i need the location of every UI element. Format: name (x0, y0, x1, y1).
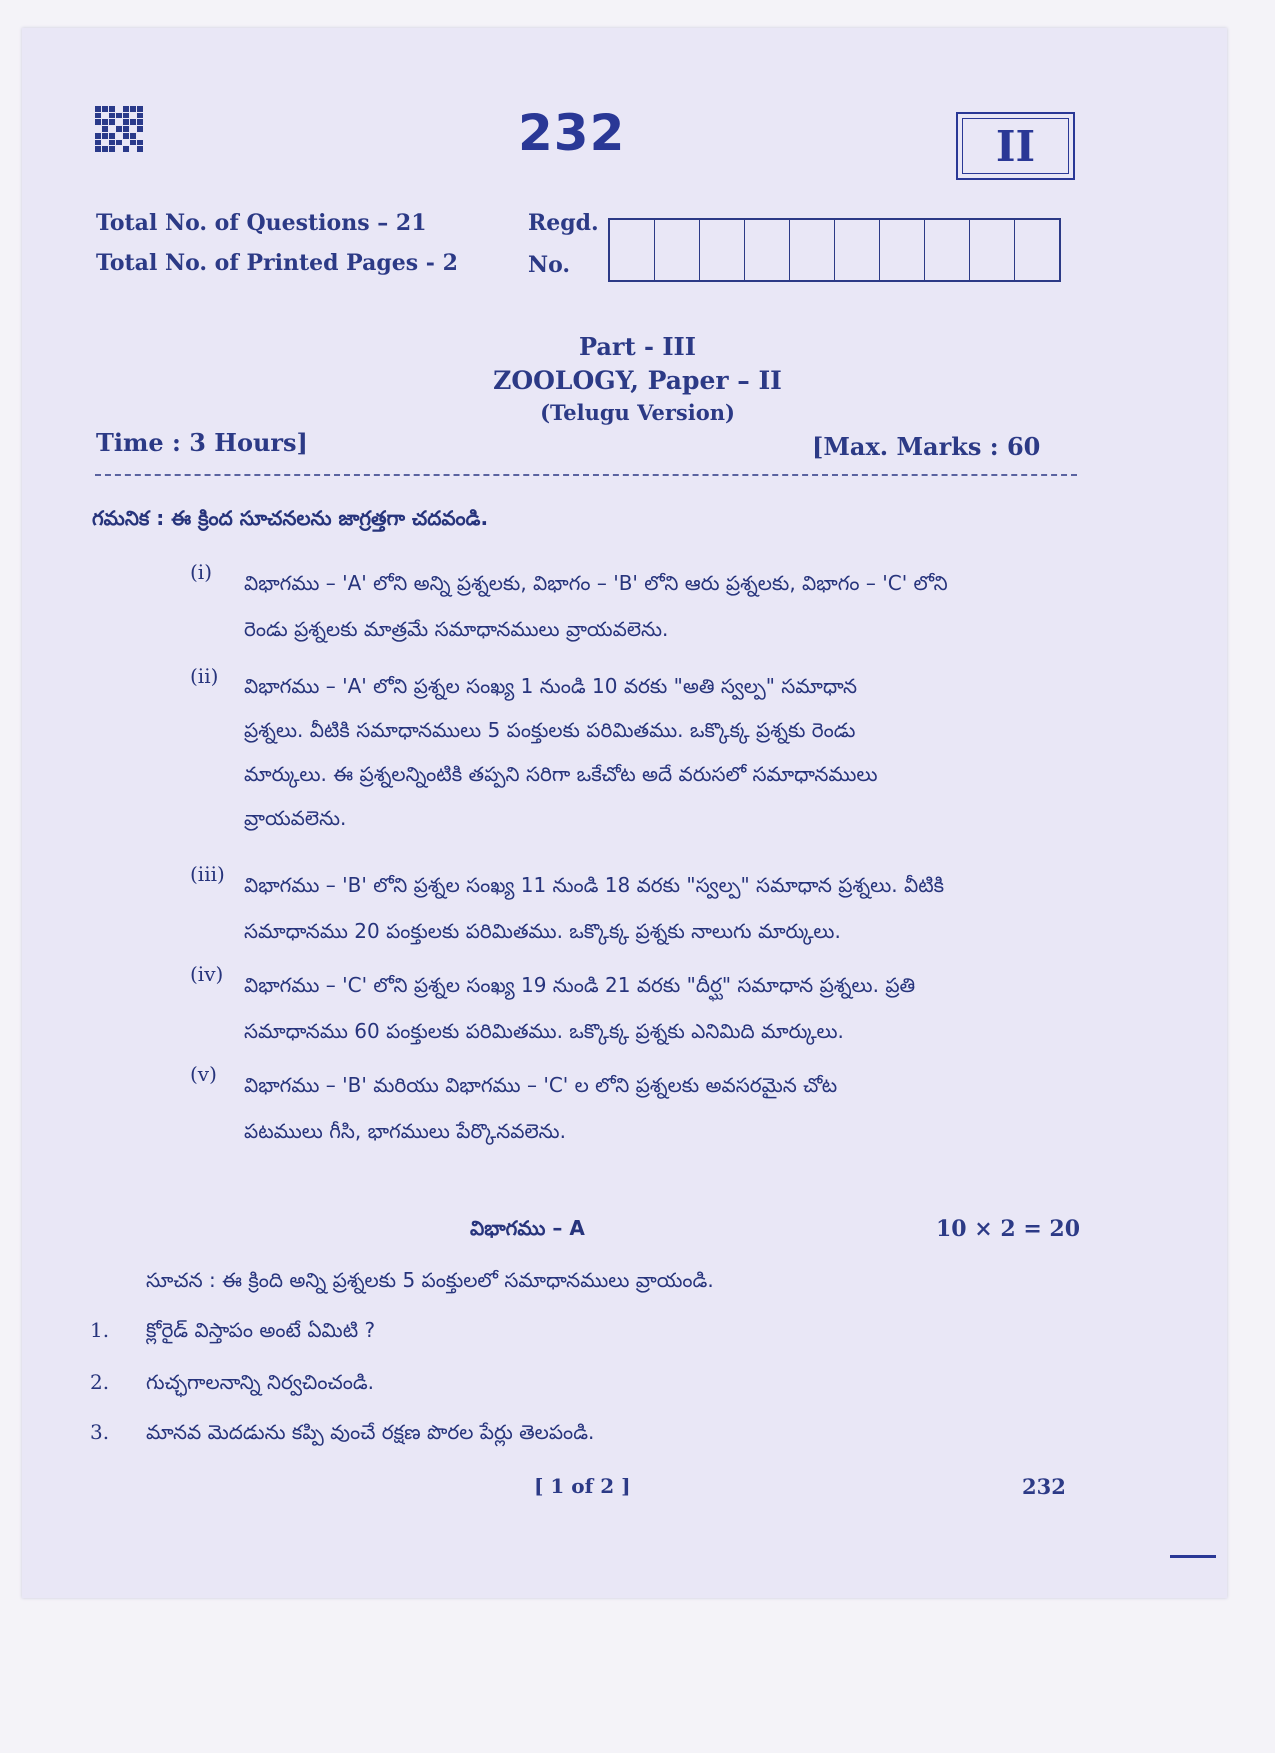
paper-code: 232 (518, 104, 626, 162)
instruction-number: (iii) (190, 862, 225, 886)
instruction-item (190, 560, 1070, 652)
question-text: గుచ్ఛగాలనాన్ని నిర్వచించండి. (146, 1370, 375, 1394)
instruction-line: సమాధానము 20 పంక్తులకు పరిమితము. ఒక్కొక్క ప్రశ్నకు నాలుగు మార్కులు. (244, 919, 841, 943)
series-badge (956, 112, 1075, 180)
regd-no-label: No. (528, 252, 571, 278)
page-indicator: [ 1 of 2 ] (534, 1474, 631, 1498)
instruction-line: పటములు గీసి, భాగములు పేర్కొనవలెను. (244, 1119, 566, 1143)
total-questions: Total No. of Questions – 21 (96, 210, 427, 236)
question-item (90, 1318, 1050, 1347)
exam-time: Time : 3 Hours] (96, 428, 308, 457)
instruction-line: విభాగము – 'A' లోని ప్రశ్నల సంఖ్య 1 నుండి 10 వరకు "అతి స్వల్ప" సమాధాన (244, 674, 858, 698)
part-title: Part - III (578, 332, 697, 361)
question-text: క్లోరైడ్ విస్తాపం అంటే ఏమిటి ? (146, 1318, 376, 1342)
instruction-number: (v) (190, 1062, 217, 1086)
question-number: 1. (90, 1318, 110, 1342)
instruction-line: విభాగము – 'C' లోని ప్రశ్నల సంఖ్య 19 నుండి 21 వరకు "దీర్ఘ" సమాధాన ప్రశ్నలు. ప్రతి (244, 973, 916, 997)
instruction-number: (i) (190, 560, 213, 584)
instruction-line: విభాగము – 'B' మరియు విభాగము – 'C' ల లోని ప్రశ్నలకు అవసరమైన చోట (244, 1073, 838, 1097)
header-divider (95, 474, 1077, 476)
section-a-marks: 10 × 2 = 20 (936, 1216, 1081, 1242)
instruction-line: విభాగము – 'A' లోని అన్ని ప్రశ్నలకు, విభాగం – 'B' లోని ఆరు ప్రశ్నలకు, విభాగం – 'C' లోని (244, 571, 948, 595)
instruction-item (190, 1062, 1070, 1154)
question-number: 2. (90, 1370, 110, 1394)
question-number: 3. (90, 1420, 110, 1444)
instruction-line: మార్కులు. ఈ ప్రశ్నలన్నింటికి తప్పని సరిగా ఒకేచోట అదే వరుసలో సమాధానములు (244, 762, 878, 786)
page-edge-mark (1170, 1555, 1216, 1558)
version-title: (Telugu Version) (540, 400, 735, 425)
subject-title: ZOOLOGY, Paper – II (493, 366, 782, 395)
question-item (90, 1420, 1050, 1449)
instruction-item (190, 962, 1070, 1054)
instruction-item (190, 862, 1070, 954)
max-marks: [Max. Marks : 60 (812, 432, 1041, 461)
instruction-number: (iv) (190, 962, 224, 986)
instruction-line: సమాధానము 60 పంక్తులకు పరిమితము. ఒక్కొక్క ప్రశ్నకు ఎనిమిది మార్కులు. (244, 1019, 844, 1043)
question-text: మానవ మెదడును కప్పి వుంచే రక్షణ పొరల పేర్లు తెలపండి. (146, 1420, 595, 1444)
section-a-note: సూచన : ఈ క్రింది అన్ని ప్రశ్నలకు 5 పంక్తులలో సమాధానములు వ్రాయండి. (146, 1268, 714, 1292)
section-a-title: విభాగము – A (470, 1216, 585, 1240)
instruction-line: ప్రశ్నలు. వీటికి సమాధానములు 5 పంక్తులకు పరిమితము. ఒక్కొక్క ప్రశ్నకు రెండు (244, 718, 856, 742)
regd-label: Regd. (528, 210, 599, 236)
question-item (90, 1370, 1050, 1399)
instruction-line: వ్రాయవలెను. (244, 806, 347, 830)
instruction-line: రెండు ప్రశ్నలకు మాత్రమే సమాధానములు వ్రాయవలెను. (244, 617, 669, 641)
instruction-line: విభాగము – 'B' లోని ప్రశ్నల సంఖ్య 11 నుండి 18 వరకు "స్వల్ప" సమాధాన ప్రశ్నలు. వీటికి (244, 873, 945, 897)
total-pages: Total No. of Printed Pages - 2 (96, 250, 458, 276)
series-label: II (995, 121, 1036, 171)
registration-number-boxes (608, 218, 1061, 282)
qr-code-icon (95, 106, 143, 152)
instruction-number: (ii) (190, 664, 219, 688)
instruction-item (190, 664, 1070, 840)
instructions-heading: గమనిక : ఈ క్రింద సూచనలను జాగ్రత్తగా చదవండి. (92, 506, 489, 530)
footer-code: 232 (1022, 1474, 1066, 1499)
